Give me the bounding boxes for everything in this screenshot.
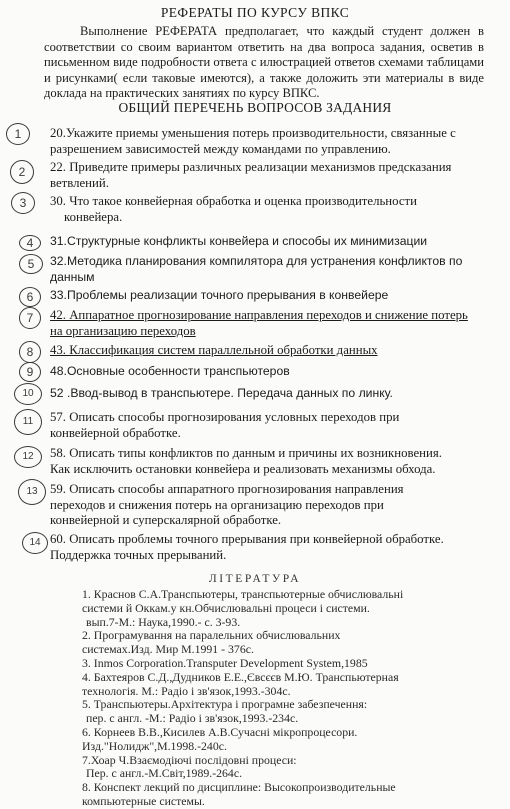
literature-line: 6. Корнеев В.В.,Кисилев А.В.Сучасні мікропроцесори. [82, 724, 358, 739]
question-line: 43. Классификация систем параллельной обработки данных [50, 343, 378, 357]
question-line: конвейерной и суперскалярной обработке. [50, 513, 282, 528]
question-item [50, 254, 505, 285]
question-item [50, 126, 505, 157]
question-number-circle: 1 [6, 123, 30, 145]
literature-line: 3. Inmos Corporation.Transputer Development System,1985 [82, 655, 368, 670]
literature-list [82, 588, 502, 809]
literature-line: системи й Оккам.у кн.Обчислювальні процеси і системи. [82, 600, 370, 615]
question-item [50, 194, 505, 225]
intro-paragraph [44, 24, 484, 102]
page-title: РЕФЕРАТЫ ПО КУРСУ ВПКС [160, 5, 350, 20]
literature-line: вып.7-М.: Наука,1990.- с. 3-93. [86, 614, 241, 629]
question-line: 60. Описать проблемы точного прерывания при конвейерной обработке. [50, 532, 444, 546]
question-number-circle: 14 [22, 532, 48, 554]
question-item [50, 386, 505, 402]
literature-line: Изд."Нолидж",М.1998.-240с. [82, 738, 227, 753]
literature-line: 2. Програмування на паралельних обчислювальних [82, 628, 341, 643]
question-line: ветвлений. [50, 175, 109, 190]
literature-line: 4. Бахтеяров С.Д.,Дудников Е.Е.,Євсєєв М.Ю. Транспьютерная [82, 669, 399, 684]
question-line: 42. Аппаратное прогнозирование направления переходов и снижение потерь [50, 308, 468, 322]
literature-line: пер. с англ. -М.: Радіо і зв'язок,1993.-234с. [86, 711, 299, 726]
question-number-circle: 2 [10, 160, 34, 184]
question-item [50, 343, 505, 359]
literature-line: 1. Краснов С.А.Транспьютеры, транспьютерные обчислювальні [82, 587, 404, 601]
question-item [50, 532, 505, 563]
literature-line: технологія. М.: Радіо і зв'язок,1993.-304с. [82, 683, 291, 698]
question-item [50, 234, 505, 250]
question-line: 22. Приведите примеры различных реализации механизмов предсказания [50, 160, 452, 174]
question-item [50, 446, 505, 477]
question-line: на организацию переходов [50, 323, 196, 338]
literature-line: системах.Изд. Мир М.1991 - 376с. [82, 642, 254, 657]
question-line: 59. Описать способы аппаратного прогнозирования направления [50, 482, 404, 496]
literature-line: 8. Конспект лекций по дисциплине: Высокопроизводительные [82, 780, 396, 795]
question-line: Как исключить остановки конвейера и реализовать механизмы обхода. [50, 461, 436, 476]
question-line: 31.Структурные конфликты конвейера и способы их минимизации [50, 234, 428, 248]
question-line: 58. Описать типы конфликтов по данным и причины их возникновения. [50, 446, 442, 460]
question-line: 30. Что такое конвейерная обработка и оценка производительности [50, 194, 417, 208]
question-line: 20.Укажите приемы уменьшения потерь производительности, связанные с [50, 126, 456, 140]
question-line: разрешением зависимостей между командами по управлению. [50, 141, 391, 156]
question-line: 57. Описать способы прогнозирования условных переходов при [50, 410, 400, 424]
question-number-circle: 8 [19, 341, 41, 363]
question-line: данным [50, 269, 95, 284]
question-item [50, 160, 505, 191]
literature-line: 7.Хоар Ч.Взаємодіючі послідовні процеси: [82, 752, 297, 767]
question-line: 32.Методика планирования компилятора для устранения конфликтов по [50, 254, 463, 268]
question-line: 52 .Ввод-вывод в транспьютере. Передача данных по линку. [50, 386, 393, 400]
question-number-circle: 12 [14, 446, 42, 468]
question-number-circle: 6 [19, 287, 41, 307]
question-line: конвейера. [64, 209, 123, 224]
question-line: Поддержка точных прерываний. [50, 547, 227, 562]
question-item [50, 308, 505, 339]
intro-text: Выполнение РЕФЕРАТА предполагает, что каждый студент должен в соответствии со своим вариантом ответить на два вопроса задания, осветив в письменном виде подробности ответа с илюстрацией ответов схемами таблицами и рисунками( если таковые имеются), а также доложить эти материалы в виде доклада на практических занятиях по курсу ВПКС. [44, 24, 484, 101]
question-item [50, 288, 505, 304]
question-number-circle: 7 [19, 307, 41, 329]
literature-line: компьютерные системы. [82, 793, 205, 808]
question-line: переходов и снижения потерь на организацию переходов при [50, 497, 384, 512]
literature-title: ЛІТЕРАТУРА [208, 573, 302, 585]
question-line: 48.Основные особенности транспьютеров [50, 364, 290, 378]
literature-line: 5. Транспьютеры.Архітектура і програмне забезпечення: [82, 697, 368, 712]
question-item [50, 410, 505, 441]
question-line: 33.Проблемы реализации точного прерывания в конвейере [50, 288, 389, 302]
question-number-circle: 3 [11, 192, 35, 214]
question-line: конвейерной обработке. [50, 425, 181, 440]
question-number-circle: 10 [14, 383, 42, 405]
question-number-circle: 4 [19, 235, 41, 251]
literature-line: Пер. с англ.-М.Світ,1989.-264с. [86, 766, 243, 781]
question-item [50, 364, 505, 380]
question-number-circle: 5 [19, 254, 43, 274]
question-number-circle: 9 [19, 362, 41, 382]
list-title: ОБЩИЙ ПЕРЕЧЕНЬ ВОПРОСОВ ЗАДАНИЯ [118, 100, 392, 115]
question-number-circle: 13 [18, 479, 46, 505]
question-item [50, 482, 505, 529]
question-number-circle: 11 [14, 409, 42, 435]
